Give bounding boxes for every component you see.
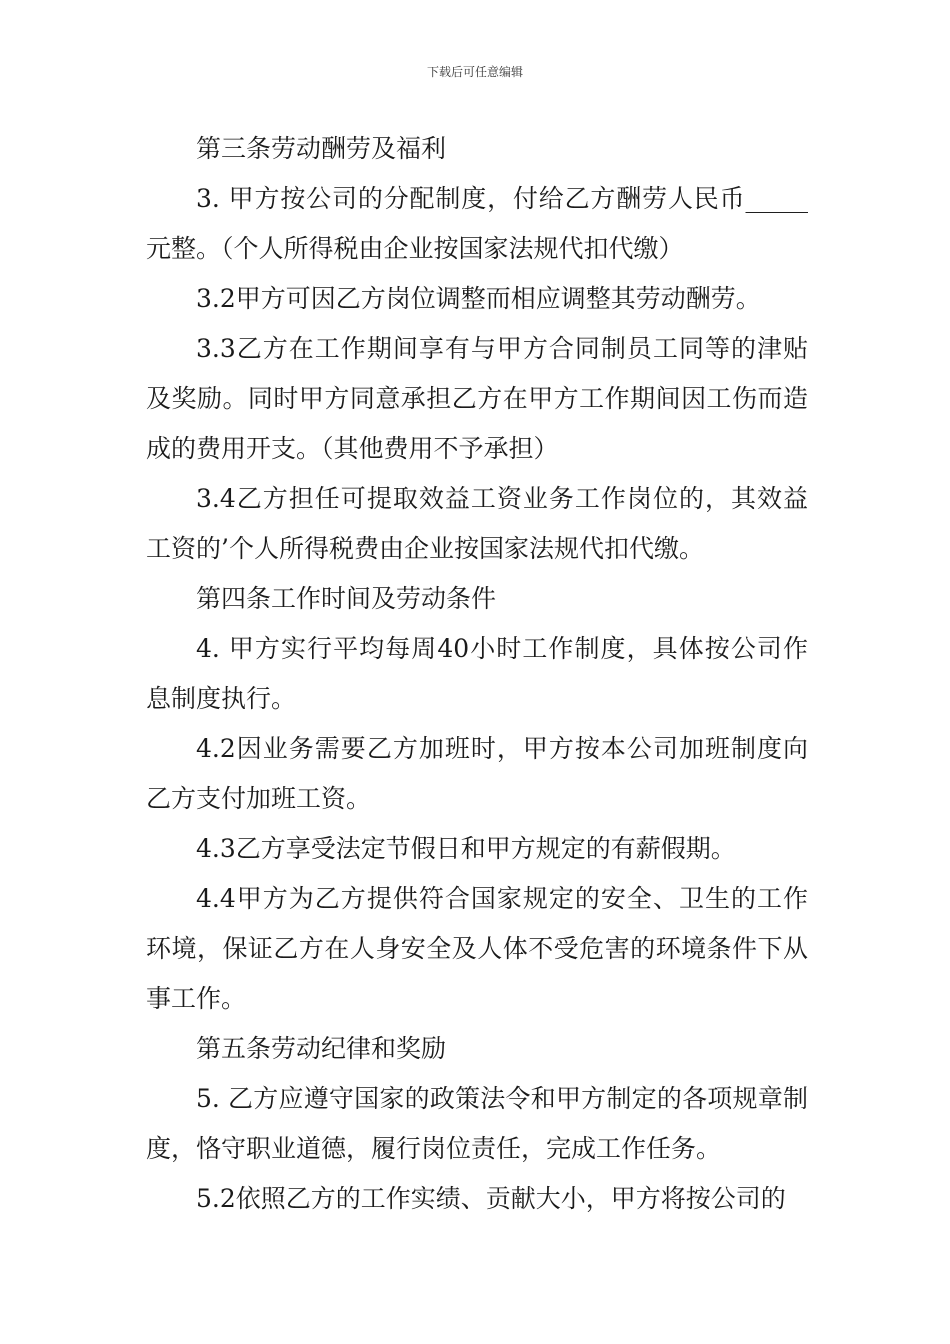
clause-3-2: 3.2甲方可因乙方岗位调整而相应调整其劳动酬劳。 <box>196 284 761 313</box>
clause-5-2: 5.2依照乙方的工作实绩、贡献大小，甲方将按公司的 <box>196 1184 786 1213</box>
clause-5-1: 5. 乙方应遵守国家的政策法令和甲方制定的各项规章制度，恪守职业道德，履行岗位责任，完成工作任务。 <box>146 1084 808 1163</box>
clause-4-4: 4.4甲方为乙方提供符合国家规定的安全、卫生的工作环境，保证乙方在人身安全及人体不受危害的环境条件下从事工作。 <box>146 884 808 1013</box>
clause-4-3: 4.3乙方享受法定节假日和甲方规定的有薪假期。 <box>196 834 736 863</box>
clause-3-3: 3.3乙方在工作期间享有与甲方合同制员工同等的津贴及奖励。同时甲方同意承担乙方在甲方工作期间因工伤而造成的费用开支。（其他费用不予承担） <box>146 334 808 463</box>
clause-4-2: 4.2因业务需要乙方加班时，甲方按本公司加班制度向乙方支付加班工资。 <box>146 734 808 813</box>
document-body <box>146 124 808 1224</box>
page-header: 下载后可任意编辑 <box>426 65 523 79</box>
clause-3-1: 3. 甲方按公司的分配制度，付给乙方酬劳人民币_____元整。（个人所得税由企业按国家法规代扣代缴） <box>146 184 808 263</box>
article-3-heading: 第三条劳动酬劳及福利 <box>196 134 447 163</box>
clause-3-4: 3.4乙方担任可提取效益工资业务工作岗位的，其效益工资的’个人所得税费由企业按国家法规代扣代缴。 <box>146 484 808 563</box>
article-4-heading: 第四条工作时间及劳动条件 <box>196 584 497 613</box>
clause-4-1: 4. 甲方实行平均每周40小时工作制度，具体按公司作息制度执行。 <box>146 634 808 713</box>
article-5-heading: 第五条劳动纪律和奖励 <box>196 1034 447 1063</box>
